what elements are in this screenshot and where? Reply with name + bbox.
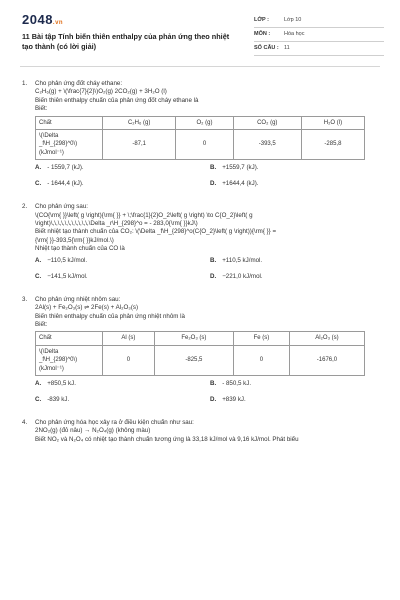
option-c[interactable]: C. - 1644,4 (kJ). [35, 180, 84, 188]
question-1: 1. Cho phản ứng đốt cháy ethane: C₂H₆(g) + \(\frac{7}{2}\)O₂(g) 2CO₂(g) + 3H₂O (l) Biến thiên enthalpy chuẩn của phản ứng đốt cháy ethane là Biết: Chất C₂H₆ (g) O₂ (g) CO₂ (g) H₂O (l) \(\Delta _f\H_{298}^0\) (kJmol⁻¹) -87,1 0 -393,5 -285,8 A. - 1559,7 (kJ). B. +1559,7 (kJ). C. - 1644,4 (kJ). D. +1644,4 (kJ). [22, 80, 382, 193]
option-a[interactable]: A. - 1559,7 (kJ). [35, 164, 84, 172]
option-d[interactable]: D. −221,0 kJ/mol. [210, 272, 263, 280]
data-table: Chất Al (s) Fe₂O₃ (s) Fe (s) Al₂O₃ (s) \(\Delta _f\H_{298}^0\) (kJmol⁻¹) 0 -825,5 0 -1676,0 [35, 331, 365, 376]
option-c[interactable]: C. -839 kJ. [35, 395, 70, 403]
meta-row-count: SỐ CÂU : 11 [254, 44, 384, 56]
question-text: Biết: [35, 105, 48, 113]
equation: C₂H₆(g) + \(\frac{7}{2}\)O₂(g) 2CO₂(g) + 3H₂O (l) [35, 88, 167, 96]
meta-row-class: LỚP : Lớp 10 [254, 16, 384, 28]
option-d[interactable]: D. +839 kJ. [210, 395, 246, 403]
option-b[interactable]: B. - 850,5 kJ. [210, 379, 252, 387]
option-c[interactable]: C. −141,5 kJ/mol. [35, 272, 88, 280]
question-list [22, 80, 382, 454]
question-text: Biến thiên enthalpy chuẩn của phản ứng đốt cháy ethane là [35, 96, 199, 104]
page-title: 11 Bài tập Tính biến thiên enthalpy của phản ứng theo nhiệt tạo thành (có lời giải) [22, 32, 230, 51]
meta-box [254, 16, 384, 58]
equation: \(CO{\rm{ }}\left( g \right){\rm{ }} + \;\frac{1}{2}O_2\left( g \right) \to C{O_2}\left( g [35, 211, 253, 219]
meta-row-subject: MÔN : Hóa học [254, 30, 384, 42]
site-logo[interactable]: 2048.vn [22, 12, 64, 27]
divider [20, 66, 380, 67]
equation: 2Al(s) + Fe₂O₃(s) ⇌ 2Fe(s) + Al₂O₃(s) [35, 304, 139, 312]
equation: 2NO₂(g) (đỏ nâu) → N₂O₄(g) (không màu) [35, 427, 151, 435]
option-d[interactable]: D. +1644,4 (kJ). [210, 180, 259, 188]
option-b[interactable]: B. +1559,7 (kJ). [210, 164, 259, 172]
option-a[interactable]: A. −110,5 kJ/mol. [35, 256, 88, 264]
equation: \right)\,\,\,\,\,\,\,\,\,\,\,\Delta _r\H_{298}^o = - 283,0{\rm{ }}kJ\) [35, 220, 198, 228]
header [22, 12, 382, 60]
question-4: 4. Cho phản ứng hóa học xảy ra ở điều kiện chuẩn như sau: 2NO₂(g) (đỏ nâu) → N₂O₄(g) (không màu) Biết NO₂ và N₂O₄ có nhiệt tạo thành chuẩn tương ứng là 33,18 kJ/mol và 9,16 kJ/mol. Phát biểu [22, 419, 382, 444]
question-2: 2. Cho phản ứng sau: \(CO{\rm{ }}\left( g \right){\rm{ }} + \;\frac{1}{2}O_2\left( g \right) \to C{O_2}\left( g \right)\,\,\,\,\,\,\,\,\,\,\,\Delta _r\H_{298}^o = - 283,0{\rm{ }}kJ\) Biết nhiệt tạo thành chuẩn của CO₂: \(\Delta _f\H_{298}^o(C{O_2}\left( g \right)){\rm{ }} = {\rm{ }}-393,5{\rm{ }}kJ/mol.\) Nhiệt tạo thành chuẩn của CO là A. −110,5 kJ/mol. B. +110,5 kJ/mol. C. −141,5 kJ/mol. D. −221,0 kJ/mol. [22, 203, 382, 285]
question-text: Cho phản ứng đốt cháy ethane: [35, 80, 123, 87]
question-3: 3. Cho phản ứng nhiệt nhôm sau: 2Al(s) + Fe₂O₃(s) ⇌ 2Fe(s) + Al₂O₃(s) Biến thiên enthalpy chuẩn của phản ứng nhiệt nhôm là Biết: Chất Al (s) Fe₂O₃ (s) Fe (s) Al₂O₃ (s) \(\Delta _f\H_{298}^0\) (kJmol⁻¹) 0 -825,5 0 -1676,0 A. +850,5 kJ. B. - 850,5 kJ. C. -839 kJ. D. +839 kJ. [22, 296, 382, 409]
data-table: Chất C₂H₆ (g) O₂ (g) CO₂ (g) H₂O (l) \(\Delta _f\H_{298}^0\) (kJmol⁻¹) -87,1 0 -393,5 -285,8 [35, 116, 365, 161]
option-a[interactable]: A. +850,5 kJ. [35, 379, 76, 387]
option-b[interactable]: B. +110,5 kJ/mol. [210, 256, 263, 264]
